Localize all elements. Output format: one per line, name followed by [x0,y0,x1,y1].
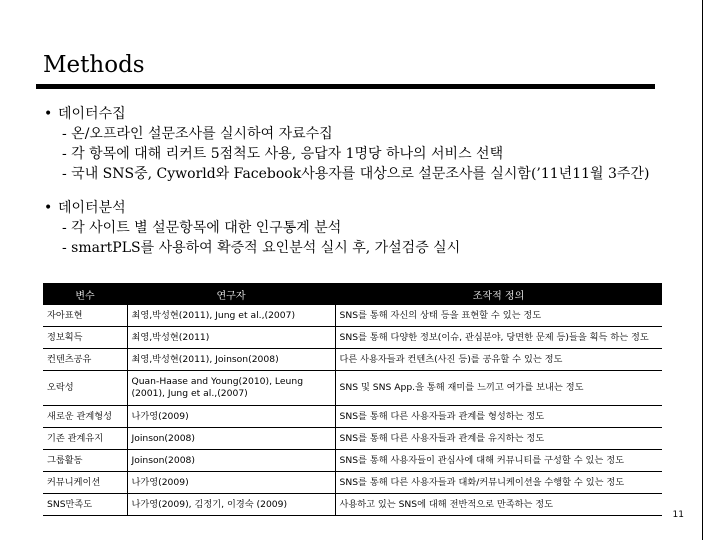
bullet-marker: • [44,106,53,122]
table-row [43,327,662,349]
bullet-subitem: - 각 항목에 대해 리커트 5점척도 사용, 응답자 1명당 하나의 서비스 선택 [62,146,504,162]
cell-researcher: 나가영(2009), 김정기, 이경숙 (2009) [127,494,335,516]
table-row [43,428,662,450]
cell-definition: SNS를 통해 다른 사용자들과 관계를 유지하는 정도 [335,428,662,450]
cell-variable: 커뮤니케이션 [43,472,127,494]
cell-definition: SNS를 통해 다른 사용자들과 관계를 형성하는 정도 [335,406,662,428]
cell-definition: SNS를 통해 다양한 정보(이슈, 관심분야, 당면한 문제 등)들을 획득 하는 정도 [335,327,662,349]
bullet-data-collection [44,104,649,184]
table-row [43,450,662,472]
table-header-row [43,283,662,305]
cell-variable: 오락성 [43,371,127,406]
page-number: 11 [672,510,684,520]
bullet-heading: 데이터분석 [58,200,126,216]
cell-definition: SNS를 통해 사용자들이 관심사에 대해 커뮤니티를 구성할 수 있는 정도 [335,450,662,472]
bullet-subitem: - 온/오프라인 설문조사를 실시하여 자료수집 [62,126,333,142]
cell-definition: SNS를 통해 다른 사용자들과 대화/커뮤니케이션을 수행할 수 있는 정도 [335,472,662,494]
cell-researcher: 최영,박성현(2011), Joinson(2008) [127,349,335,371]
bullet-subitem: - smartPLS를 사용하여 확증적 요인분석 실시 후, 가설검증 실시 [62,240,461,256]
cell-researcher: Joinson(2008) [127,450,335,472]
cell-definition: SNS를 통해 자신의 상태 등을 표현할 수 있는 정도 [335,305,662,327]
cell-definition: 다른 사용자들과 컨텐츠(사진 등)를 공유할 수 있는 정도 [335,349,662,371]
bullet-heading: 데이터수집 [58,106,126,122]
bullet-data-analysis [44,198,649,258]
cell-researcher: 나가영(2009) [127,472,335,494]
bullet-subitem: - 국내 SNS중, Cyworld와 Facebook사용자를 대상으로 설문조사를 실시함(’11년11월 3주간) [62,166,650,182]
table-row [43,406,662,428]
column-header-variable: 변수 [43,283,127,305]
right-edge-rule [702,0,703,540]
cell-definition: SNS 및 SNS App.을 통해 재미를 느끼고 여가를 보내는 정도 [335,371,662,406]
cell-variable: 그룹활동 [43,450,127,472]
cell-variable: 정보획득 [43,327,127,349]
table-row [43,305,662,327]
bullet-marker: • [44,200,53,216]
cell-variable: SNS만족도 [43,494,127,516]
cell-definition: 사용하고 있는 SNS에 대해 전반적으로 만족하는 정도 [335,494,662,516]
table-row [43,472,662,494]
cell-variable: 자아표현 [43,305,127,327]
cell-researcher: 나가영(2009) [127,406,335,428]
column-header-researcher: 연구자 [127,283,335,305]
table-row [43,371,662,406]
cell-researcher: 최영,박성현(2011), Jung et al.,(2007) [127,305,335,327]
bullet-subitem: - 각 사이트 별 설문항목에 대한 인구통계 분석 [62,220,342,236]
cell-researcher: 최영,박성현(2011) [127,327,335,349]
title-divider [36,84,655,89]
bullet-list [44,104,649,272]
column-header-definition: 조작적 정의 [335,283,662,305]
table-row [43,349,662,371]
cell-variable: 기존 관계유지 [43,428,127,450]
slide-title: Methods [43,52,145,78]
cell-researcher: Joinson(2008) [127,428,335,450]
cell-variable: 새로운 관계형성 [43,406,127,428]
cell-researcher: Quan-Haase and Young(2010), Leung (2001), Jung et al.,(2007) [127,371,335,406]
table-row [43,494,662,516]
cell-variable: 컨텐츠공유 [43,349,127,371]
variables-table [43,283,662,516]
